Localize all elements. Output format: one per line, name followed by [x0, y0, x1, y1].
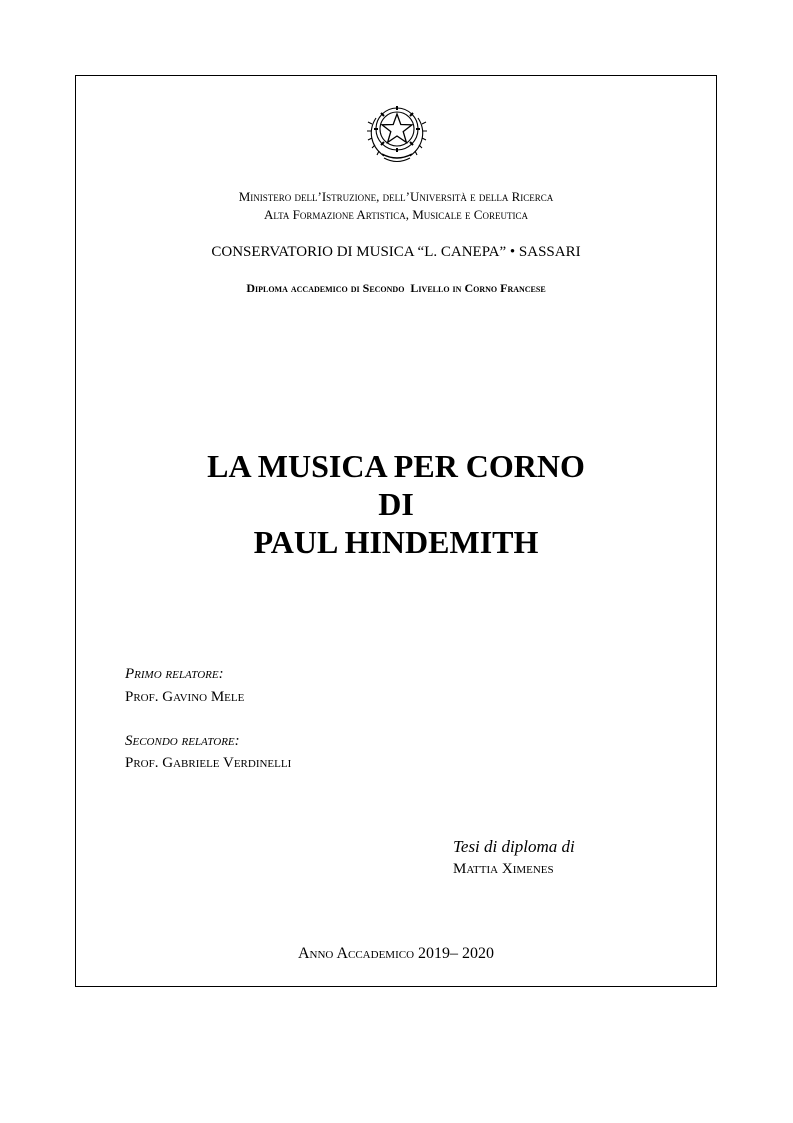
- candidate-name: Mattia Ximenes: [453, 861, 554, 877]
- ministry-line-1: Ministero dell’Istruzione, dell’Università e della Ricerca: [238, 189, 554, 204]
- primo-relatore-name: Prof. Gavino Mele: [125, 689, 245, 705]
- secondo-relatore-name: Prof. Gabriele Verdinelli: [125, 755, 292, 771]
- ministry-line-2: Alta Formazione Artistica, Musicale e Coreutica: [264, 207, 528, 222]
- title-line-3: PAUL HINDEMITH: [253, 524, 539, 560]
- conservatorio-name: CONSERVATORIO DI MUSICA “L. CANEPA” • SASSARI: [211, 244, 581, 260]
- secondo-relatore-label: Secondo relatore:: [125, 733, 240, 749]
- italian-republic-emblem-icon: [362, 96, 432, 166]
- title-line-2: DI: [378, 486, 414, 522]
- diploma-course: Diploma accademico di Secondo Livello in Corno Francese: [246, 281, 546, 295]
- primo-relatore-label: Primo relatore:: [125, 666, 224, 682]
- academic-year: Anno Accademico 2019– 2020: [297, 945, 495, 962]
- thesis-title: [75, 447, 717, 561]
- thesis-candidate-label: Tesi di diploma di: [453, 837, 575, 856]
- title-line-1: LA MUSICA PER CORNO: [207, 448, 585, 484]
